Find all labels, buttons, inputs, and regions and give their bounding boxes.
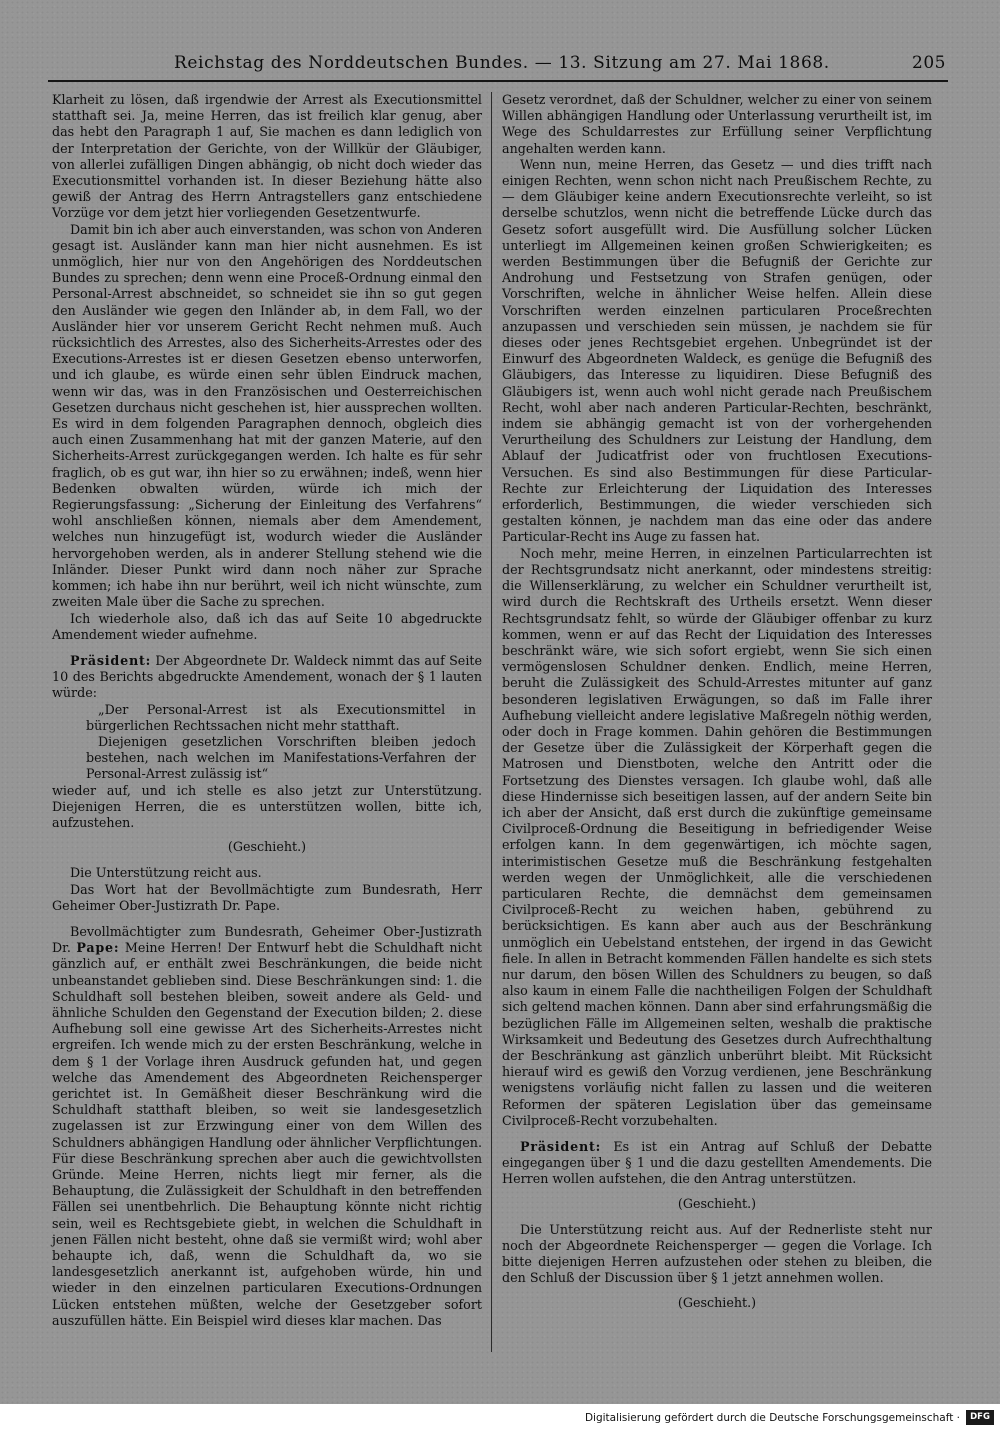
dfg-logo: DFG — [966, 1410, 994, 1425]
speech-text: Meine Herren! Der Entwurf hebt die Schuldhaft nicht gänzlich auf, er enthält zwei Beschränkungen, die beide nicht unbeanstandet geblieben sind. Diese Beschränkungen sind: 1. die Schuldhaft soll bestehen bleiben, soweit andere als Geld- und ähnliche Schulden den Gegenstand der Execution bilden; 2. diese Aufhebung soll eine gewisse Art des Sicherheits-Arrestes nicht ergreifen. Ich wende mich zu der ersten Beschränkung, welche in dem § 1 der Vorlage ihren Ausdruck gefunden hat, und gegen welche das Amendement des Abgeordneten Reichensperger gerichtet ist. In Gemäßheit dieser Beschränkung wird die Schuldhaft statthaft bleiben, so weit sie landesgesetzlich zugelassen ist zur Erzwingung einer von dem Willen des Schuldners abhängigen Handlung oder ähnlicher Verpflichtungen. Für diese Beschränkung sprechen aber auch die gewichtvollsten Gründe. Meine Herren, nichts liegt mir ferner, als die Behauptung, die Zulässigkeit der Schuldhaft in den betreffenden Fällen sei unentbehrlich. Die Behauptung könnte nicht richtig sein, weil es Rechtsgebiete giebt, in welchen die Schuldhaft in jenen Fällen nicht besteht, ohne daß sie vermißt wird; wohl aber behaupte ich, daß, wenn die Schuldhaft da, wo sie landesgesetzlich anerkannt ist, aufgehoben würde, hin und wieder in den einzelnen particularen Executions-Ordnungen Lücken entstehen müßten, welche der Gesetzgeber sofort auszufüllen hätte. Ein Beispiel wird dieses klar machen. Das — [52, 940, 482, 1328]
right-column — [502, 92, 932, 1321]
quote-line: Diejenigen gesetzlichen Vorschriften bleiben jedoch bestehen, nach welchen im Manifestations-Verfahren der Personal-Arrest zulässig ist“ — [86, 733, 476, 782]
statement-text: Der Abgeordnete Dr. Waldeck nimmt das auf Seite 10 des Berichts abgedruckte Amendement, wonach der § 1 lauten würde: — [52, 652, 482, 701]
quote-line: „Der Personal-Arrest ist als Executionsmittel in bürgerlichen Rechtssachen nicht mehr statthaft. — [86, 701, 476, 733]
stage-direction: (Geschieht.) — [677, 1195, 757, 1211]
paragraph: Klarheit zu lösen, daß irgendwie der Arrest als Executionsmittel statthaft sei. Ja, meine Herren, das ist freilich klar genug, aber das hebt den Paragraph 1 auf, Sie machen es dann lediglich von der Interpretation der Gerichte, von der Willkür der Gläubiger, von allerlei zufälligen Dingen abhängig, ob nicht doch wieder das Executionsmittel vorhanden ist. In dieser Beziehung hätte also gewiß der Antrag des Herrn Antragstellers ganz entschiedene Vorzüge vor dem jetzt hier vorliegenden Gesetzentwurfe. — [52, 92, 482, 221]
paragraph: Ich wiederhole also, daß ich das auf Seite 10 abgedruckte Amendement wieder aufnehme. — [52, 610, 482, 642]
stage-direction: (Geschieht.) — [677, 1294, 757, 1310]
amendment-quote — [52, 702, 482, 783]
page-number: 205 — [912, 53, 946, 73]
paragraph: Wenn nun, meine Herren, das Gesetz — und dies trifft nach einigen Rechten, wenn schon nicht nach Preußischem Rechte, zu — dem Gläubiger keine andern Executionsrechte verleiht, so ist derselbe schutzlos, wenn nicht die betreffende Lücke durch das Gesetz sofort ausgefüllt wird. Die Ausfüllung solcher Lücken unterliegt im Allgemeinen keinen großen Schwierigkeiten; es werden Bestimmungen über die Befugniß der Gerichte zur Androhung und Festsetzung von Strafen genügen, oder Vorschriften, welche in ähnlicher Weise helfen. Allein diese Vorschriften werden einzelnen particularen Proceßrechten anzupassen und verschieden sein müssen, je nachdem sie für dieses oder jenes Rechtsgebiet ergehen. Unbegründet ist der Einwurf des Abgeordneten Waldeck, es genüge die Befugniß des Gläubigers, das Interesse zu liquidiren. Diese Befugniß des Gläubigers ist, wenn auch wohl nicht gerade nach Preußischem Recht, wohl aber nach anderen Particular-Rechten, beschränkt, indem sie abhängig gemacht ist von der vorhergehenden Verurtheilung des Schuldners zur Leistung der Handlung, dem Ablauf der Judicatfrist oder von fruchtlosen Executions-Versuchen. Es sind also Bestimmungen für diese Particular-Rechte zur Erleichterung der Liquidation des Interesses erforderlich, Bestimmungen, die wieder verschieden sich gestalten können, je nachdem man das eine oder das andere Particular-Recht ins Auge zu fassen hat. — [502, 156, 932, 545]
statement-text: Es ist ein Antrag auf Schluß der Debatte eingegangen über § 1 und die dazu gestellten Amendements. Die Herren wollen aufstehen, die den Antrag unterstützen. — [502, 1139, 932, 1187]
president-statement — [502, 1139, 932, 1188]
speaker-intro: Bevollmächtigter zum Bundesrath, Geheimer Ober-Justizrath Dr. — [52, 923, 482, 956]
column-divider — [491, 92, 492, 1352]
paragraph: Die Unterstützung reicht aus. Auf der Rednerliste steht nur noch der Abgeordnete Reichensperger — gegen die Vorlage. Ich bitte diejenigen Herren aufzustehen oder stehen zu bleiben, die den Schluß der Discussion über § 1 jetzt annehmen wollen. — [502, 1221, 932, 1286]
running-title: Reichstag des Norddeutschen Bundes. — 13. Sitzung am 27. Mai 1868. — [174, 53, 830, 73]
speaker-name: Präsident: — [70, 652, 152, 668]
paragraph: Noch mehr, meine Herren, in einzelnen Particularrechten ist der Rechtsgrundsatz nicht anerkannt, oder mindestens streitig: die Willenserklärung, zu welcher ein Schuldner verurtheilt ist, wird durch die Rechtskraft des Urtheils ersetzt. Wenn dieser Rechtsgrundsatz fehlt, so würde der Gläubiger offenbar zu kurz kommen, wenn er auf das Recht der Liquidation des Interesses beschränkt wäre, wie sich sofort ergiebt, wenn Sie sich einen vermögenslosen Schuldner denken. Endlich, meine Herren, beruht die Zulässigkeit des Schuld-Arrestes mitunter auf ganz besonderen legislativen Erwägungen, so daß im Falle ihrer Aufhebung vielleicht andere legislative Maßregeln nöthig werden, oder doch in Frage kommen. Dahin gehören die Bestimmungen der Gesetze über die Zulässigkeit der Körperhaft gegen die Matrosen und Dienstboten, welche den Antritt oder die Fortsetzung des Dienstes versagen. Ich glaube wohl, daß alle diese Hindernisse sich beseitigen lassen, auf der andern Seite bin ich aber der Ansicht, daß erst durch die zukünftige gemeinsame Civilproceß-Ordnung die Beseitigung in befriedigender Weise erfolgen kann. In dem gegenwärtigen, ich möchte sagen, interimistischen Gesetze muß die Beschränkung festgehalten werden wegen der Unmöglichkeit, alle die verschiedenen particularen Rechte, die demnächst dem gemeinsamen Civilproceß-Recht zu weichen haben, gebührend zu berücksichtigen. Es kann aber auch aus der Beschränkung unmöglich ein Uebelstand entstehen, der irgend in das Gewicht fiele. In allen in Betracht kommenden Fällen handelte es sich stets nur darum, den bösen Willen des Schuldners zu beugen, so daß also kaum in einem Falle die nachtheiligen Folgen der Schuldhaft sich geltend machen können. Dann aber sind erfahrungsmäßig die bezüglichen Fälle im Allgemeinen selten, weshalb die praktische Wirksamkeit und Bedeutung des Gesetzes durch Aufrechthaltung der Beschränkung ast gänzlich unberührt bleibt. Mit Rücksicht hierauf wird es gewiß den Vorzug verdienen, jene Beschränkung wenigstens vorläufig nicht fallen zu lassen und die weiteren Reformen der späteren Legislation über das gemeinsame Civilproceß-Recht vorzubehalten. — [502, 545, 932, 1128]
pape-speech — [52, 924, 482, 1329]
paragraph: wieder auf, und ich stelle es also jetzt zur Unterstützung. Diejenigen Herren, die es unterstützen wollen, bitte ich, aufzustehen. — [52, 782, 482, 830]
paragraph: Das Wort hat der Bevollmächtigte zum Bundesrath, Herr Geheimer Ober-Justizrath Dr. Pape. — [52, 881, 482, 913]
footer-bar — [0, 1404, 1000, 1432]
president-statement — [52, 653, 482, 702]
page-header — [48, 50, 948, 82]
paragraph: Gesetz verordnet, daß der Schuldner, welcher zu einer von seinem Willen abhängigen Handlung oder Unterlassung verurtheilt ist, im Wege des Schuldarrestes zur Erfüllung seiner Verpflichtung angehalten werden kann. — [502, 92, 932, 156]
paragraph: Die Unterstützung reicht aus. — [70, 865, 262, 881]
left-column — [52, 92, 482, 1329]
speaker-name: Präsident: — [520, 1139, 602, 1154]
dfg-credit: Digitalisierung gefördert durch die Deutsche Forschungsgemeinschaft · — [584, 1412, 960, 1424]
stage-direction: (Geschieht.) — [227, 839, 307, 855]
speaker-name: Pape: — [76, 940, 120, 956]
paragraph: Damit bin ich aber auch einverstanden, was schon von Anderen gesagt ist. Ausländer kann man hier nicht ausnehmen. Es ist unmöglich, hier nur von den Angehörigen des Norddeutschen Bundes zu sprechen; denn wenn eine Proceß-Ordnung einmal den Personal-Arrest abschneidet, so schneidet sie ihn so gut gegen den Ausländer wie gegen den Inländer ab, in dem Fall, wo der Ausländer hier vor unserem Gericht Recht nehmen muß. Auch rücksichtlich des Arrestes, also des Sicherheits-Arrestes oder des Executions-Arrestes ist er diesen Gesetzen ebenso unterworfen, und ich glaube, es würde einen sehr üblen Eindruck machen, wenn wir das, was in den Französischen und Oesterreichischen Gesetzen durchaus nicht geschehen ist, hier aussprechen wollten. Es wird in dem folgenden Paragraphen dennoch, obgleich dies auch einen Zusammenhang hat mit der ganzen Materie, auf den Sicherheits-Arrest zurückgegangen werden. Ich halte es für sehr fraglich, ob es gut war, ihn hier so zu erwähnen; indeß, wenn hier Bedenken obwalten würden, würde ich mich der Regierungsfassung: „Sicherung der Einleitung des Verfahrens“ wohl anschließen können, niemals aber dem Amendement, welches nun hinzugefügt ist, wodurch wieder die Ausländer hervorgehoben werden, als in anderer Stellung stehend wie die Inländer. Dieser Punkt wird dann noch näher zur Sprache kommen; ich habe ihn nur berührt, weil ich nicht wünschte, zum zweiten Male über die Sache zu sprechen. — [52, 221, 482, 610]
